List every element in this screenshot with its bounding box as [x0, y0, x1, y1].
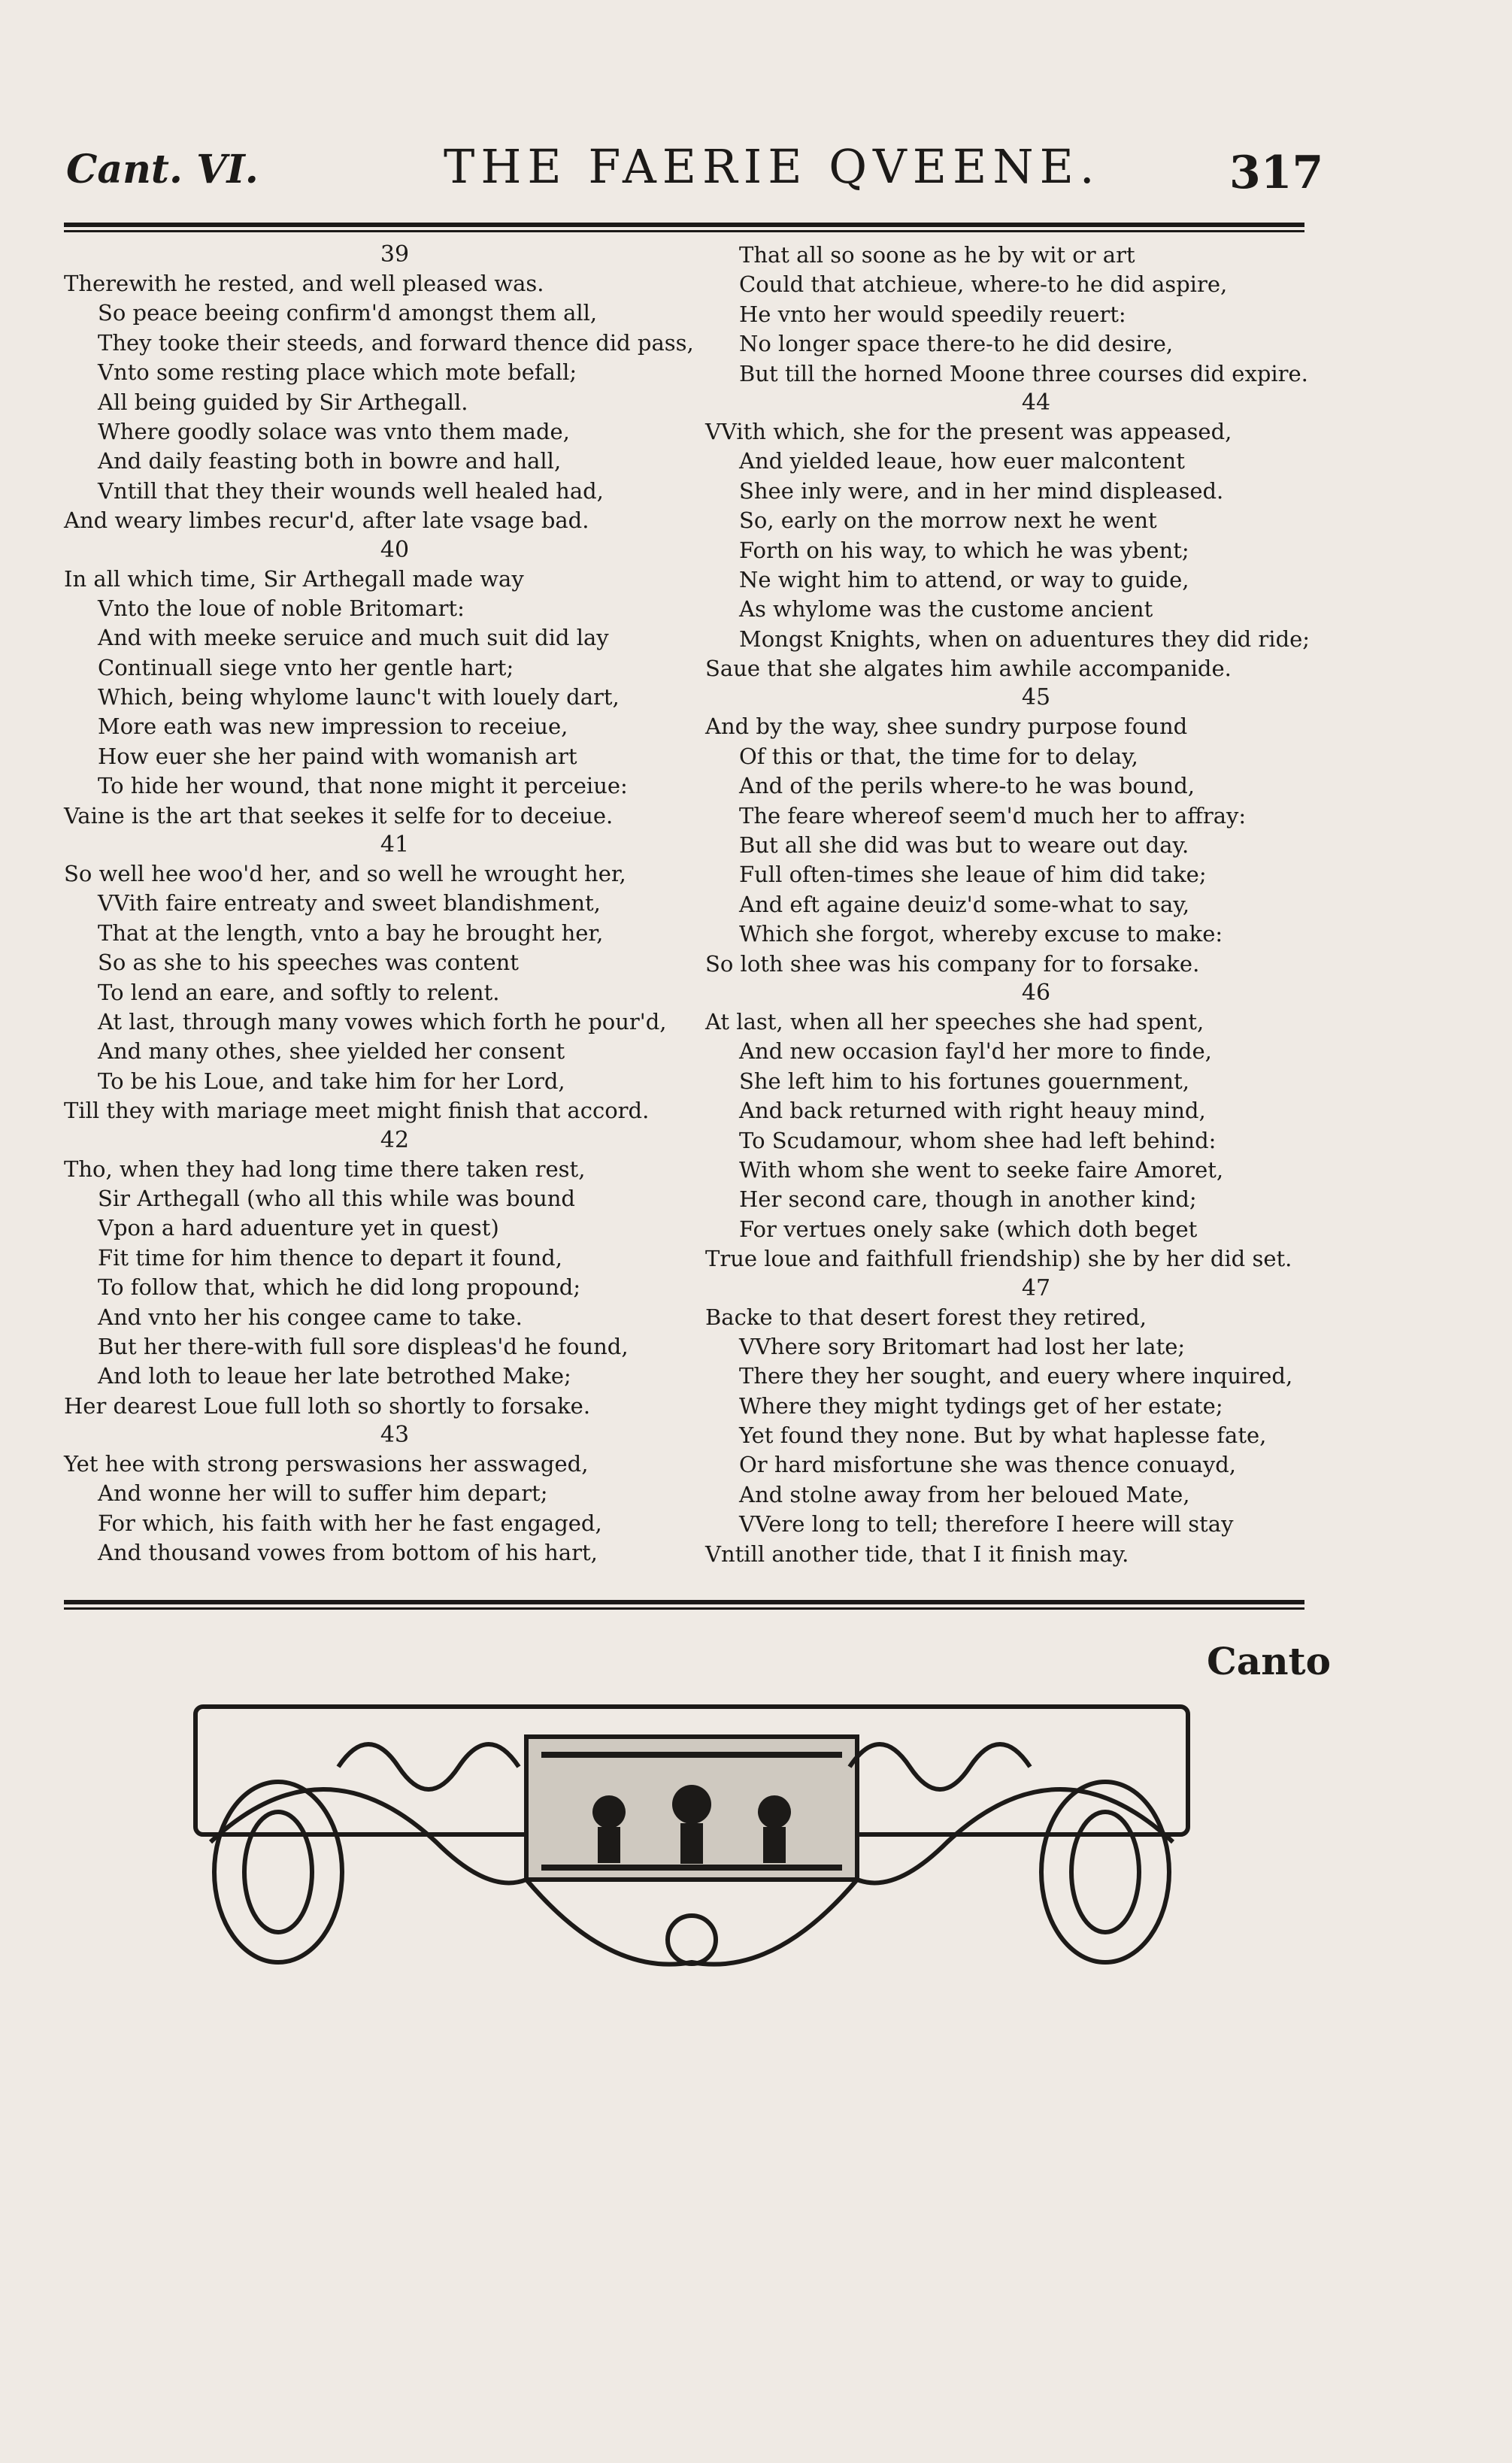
verse-line: And weary limbes recur'd, after late vsage bad. [64, 507, 589, 534]
verse-line: That all so soone as he by wit or art [739, 242, 1135, 268]
stanza [64, 241, 726, 536]
verse-line: Saue that she algates him awhile accompanide. [705, 656, 1232, 682]
verse-line: But her there-with full sore displeas'd he found, [98, 1333, 629, 1359]
verse-line: So well hee woo'd her, and so well he wrought her, [64, 861, 626, 887]
verse-line: To hide her wound, that none might it perceiue: [98, 773, 628, 799]
stanza [64, 831, 726, 1126]
running-head-canto: Cant. VI. [66, 147, 259, 192]
stanza-number: 39 [380, 241, 410, 268]
verse-line: But till the horned Moone three courses did expire. [739, 360, 1308, 386]
catchword: Canto [1207, 1639, 1331, 1683]
verse-line: Where goodly solace was vnto them made, [98, 418, 570, 444]
right-text-column [705, 241, 1367, 1569]
verse-line: Where they might tydings get of her estate; [739, 1392, 1223, 1419]
verse-line: Of this or that, the time for to delay, [739, 743, 1138, 769]
verse-line: VVith faire entreaty and sweet blandishment, [98, 890, 601, 916]
verse-line: VVith which, she for the present was appeased, [705, 418, 1232, 444]
verse-line: And yielded leaue, how euer malcontent [739, 448, 1185, 474]
verse-line: At last, when all her speeches she had spent, [705, 1008, 1204, 1035]
verse-line: Her dearest Loue full loth so shortly to forsake. [64, 1392, 591, 1419]
verse-line: So, early on the morrow next he went [739, 507, 1157, 534]
verse-line: That at the length, vnto a bay he brought her, [98, 919, 604, 946]
verse-line: To be his Loue, and take him for her Lord, [98, 1068, 565, 1094]
verse-line: And wonne her will to suffer him depart; [98, 1480, 548, 1507]
stanza [705, 979, 1367, 1274]
verse-line: Shee inly were, and in her mind displeased. [739, 477, 1224, 504]
verse-line: Her second care, though in another kind; [739, 1186, 1197, 1213]
verse-line: Vntill that they their wounds well healed had, [98, 477, 604, 504]
verse-line: Forth on his way, to which he was ybent; [739, 537, 1189, 563]
verse-line: Therewith he rested, and well pleased was. [64, 271, 544, 296]
stanza-number: 43 [380, 1422, 410, 1449]
verse-line: VVhere sory Britomart had lost her late; [739, 1333, 1186, 1359]
verse-line: In all which time, Sir Arthegall made way [64, 565, 524, 592]
verse-line: True loue and faithfull friendship) she by her did set. [705, 1246, 1292, 1272]
verse-line: Which, being whylome launc't with louely dart, [98, 684, 620, 710]
running-head-title: THE FAERIE QVEENE. [444, 139, 1101, 194]
verse-line: But all she did was but to weare out day. [739, 832, 1189, 859]
footer-rule [64, 1600, 1304, 1604]
stanza-number: 46 [1021, 979, 1051, 1006]
verse-line: Backe to that desert forest they retired, [705, 1304, 1147, 1330]
verse-line: Full often-times she leaue of him did take; [739, 862, 1207, 888]
verse-line: VVere long to tell; therefore I heere will stay [739, 1511, 1234, 1537]
stanza [705, 389, 1367, 684]
stanza [64, 1126, 726, 1422]
verse-line: At last, through many vowes which forth he pour'd, [98, 1008, 667, 1035]
page-number: 317 [1229, 147, 1324, 199]
verse-line: They tooke their steeds, and forward thence did pass, [98, 329, 694, 356]
verse-line: And vnto her his congee came to take. [98, 1304, 523, 1330]
stanza-number: 41 [380, 832, 410, 859]
stanza [705, 1274, 1367, 1570]
verse-line: How euer she her paind with womanish art [98, 743, 577, 769]
verse-line: Vnto the loue of noble Britomart: [98, 595, 465, 621]
verse-line: To lend an eare, and softly to relent. [98, 979, 500, 1005]
footer-rule-thin [64, 1607, 1304, 1610]
verse-line: Or hard misfortune she was thence conuayd, [739, 1452, 1237, 1478]
verse-line: And stolne away from her beloued Mate, [739, 1481, 1190, 1507]
verse-line: Ne wight him to attend, or way to guide, [739, 566, 1189, 592]
verse-line: Vpon a hard aduenture yet in quest) [98, 1215, 499, 1241]
verse-line: Sir Arthegall (who all this while was bound [98, 1185, 575, 1211]
verse-line: And with meeke seruice and much suit did lay [98, 625, 609, 651]
verse-line: Could that atchieue, where-to he did aspire, [739, 271, 1228, 298]
verse-line: Which she forgot, whereby excuse to make: [739, 921, 1223, 947]
verse-line: With whom she went to seeke faire Amoret, [739, 1156, 1224, 1183]
verse-line: So loth shee was his company for to forsake. [705, 950, 1200, 977]
verse-line: So as she to his speeches was content [98, 950, 519, 976]
verse-line: And new occasion fayl'd her more to finde, [739, 1038, 1212, 1065]
verse-line: She left him to his fortunes gouernment, [739, 1068, 1189, 1094]
verse-line: Tho, when they had long time there taken rest, [64, 1156, 586, 1182]
verse-line: Till they with mariage meet might finish that accord. [64, 1098, 650, 1124]
stanza-number: 47 [1021, 1274, 1051, 1301]
verse-line: Continuall siege vnto her gentle hart; [98, 654, 514, 680]
stanza-number: 42 [380, 1126, 410, 1153]
verse-line: For which, his faith with her he fast engaged, [98, 1510, 602, 1536]
verse-line: And many othes, shee yielded her consent [98, 1038, 565, 1065]
verse-line: Fit time for him thence to depart it found, [98, 1244, 562, 1271]
header-rule-thin [64, 230, 1304, 232]
verse-line: And loth to leaue her late betrothed Make; [98, 1363, 571, 1389]
header-rule [64, 223, 1304, 227]
verse-line: And daily feasting both in bowre and hall, [98, 448, 562, 474]
verse-line: To follow that, which he did long propound; [98, 1274, 581, 1301]
verse-line: So peace beeing confirm'd amongst them all, [98, 300, 598, 326]
verse-line: All being guided by Sir Arthegall. [98, 389, 468, 415]
verse-line: As whylome was the custome ancient [739, 596, 1153, 623]
verse-line: He vnto her would speedily reuert: [739, 301, 1126, 327]
stanza-number: 44 [1021, 389, 1051, 416]
woodcut-headpiece-icon [188, 1692, 1195, 1992]
verse-line: To Scudamour, whom shee had left behind: [739, 1127, 1217, 1153]
verse-line: For vertues onely sake (which doth beget [739, 1216, 1198, 1242]
stanza [64, 1421, 726, 1568]
verse-line: No longer space there-to he did desire, [739, 331, 1174, 357]
verse-line: And of the perils where-to he was bound, [739, 773, 1195, 799]
verse-line: And by the way, shee sundry purpose found [705, 713, 1188, 740]
stanza [705, 241, 1367, 389]
verse-line: Mongst Knights, when on aduentures they did ride; [739, 626, 1311, 652]
stanza [64, 536, 726, 832]
verse-line: Vaine is the art that seekes it selfe for to deceiue. [64, 802, 614, 829]
verse-line: Yet hee with strong perswasions her asswaged, [64, 1451, 589, 1477]
verse-line: There they her sought, and euery where inquired, [739, 1363, 1293, 1389]
verse-line: Yet found they none. But by what haplesse fate, [739, 1422, 1267, 1449]
stanza [705, 683, 1367, 979]
stanza-number: 45 [1021, 684, 1051, 711]
left-text-column [64, 241, 726, 1568]
verse-line: The feare whereof seem'd much her to affray: [739, 802, 1247, 829]
verse-line: And thousand vowes from bottom of his hart, [98, 1540, 598, 1566]
stanza-number: 40 [380, 536, 410, 563]
verse-line: Vnto some resting place which mote befall; [98, 359, 577, 386]
verse-line: And back returned with right heauy mind, [739, 1098, 1206, 1124]
verse-line: More eath was new impression to receiue, [98, 713, 568, 740]
verse-line: Vntill another tide, that I it finish may. [705, 1541, 1129, 1567]
verse-line: And eft againe deuiz'd some-what to say, [739, 891, 1190, 917]
